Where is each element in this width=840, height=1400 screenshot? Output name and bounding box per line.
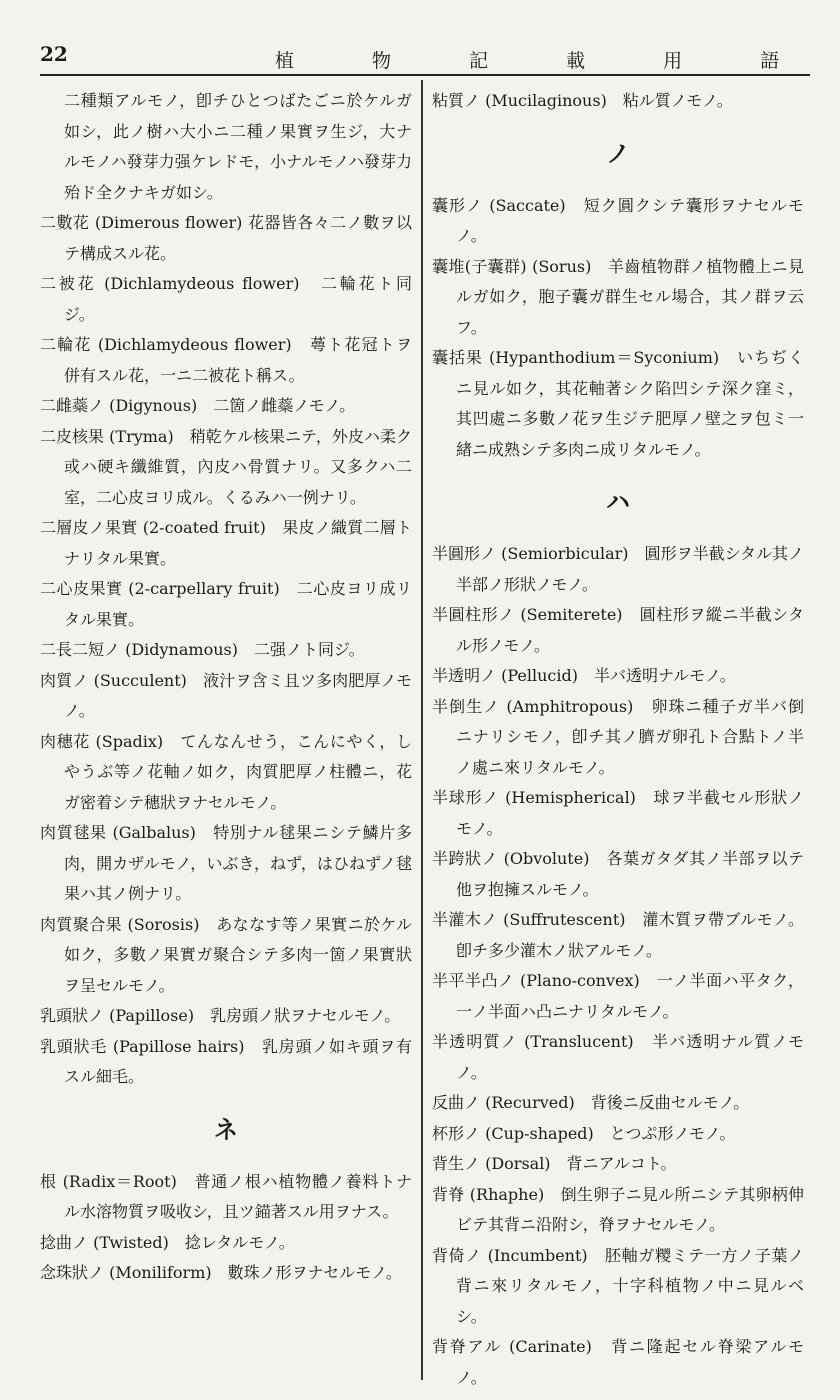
glossary-entry: 二層皮ノ果實 (2-coated fruit) 果皮ノ織質二層トナリタル果實。 [40, 518, 412, 568]
page-number: 22 [40, 42, 68, 66]
glossary-entry: 半透明ノ (Pellucid) 半バ透明ナルモノ。 [432, 666, 736, 685]
glossary-entry: 乳頭狀ノ (Papillose) 乳房頭ノ狀ヲナセルモノ。 [40, 1006, 401, 1025]
glossary-entry: 半圓形ノ (Semiorbicular) 圓形ヲ半截シタル其ノ半部ノ形狀ノモノ。 [432, 544, 804, 594]
column-divider [421, 80, 423, 1380]
left-column [40, 86, 412, 1289]
glossary-entry: 乳頭狀毛 (Papillose hairs) 乳房頭ノ如キ頭ヲ有スル細毛。 [40, 1036, 412, 1086]
page-header [0, 0, 840, 80]
glossary-entry: 反曲ノ (Recurved) 背後ニ反曲セルモノ。 [432, 1093, 750, 1112]
glossary-entry: 捻曲ノ (Twisted) 捻レタルモノ。 [40, 1232, 295, 1252]
glossary-entry: 肉穗花 (Spadix) てんなんせう，こんにやく，しやうぶ等ノ花軸ノ如ク，肉質肥厚ノ柱體ニ，花ガ密着シテ穗狀ヲナセルモノ。 [40, 731, 412, 812]
running-title: 植 物 記 載 用 語 [275, 50, 816, 72]
glossary-entry: 背倚ノ (Incumbent) 胚軸ガ糭ミテ一方ノ子葉ノ背ニ來リタルモノ，十字科植物ノ中ニ見ルベシ。 [432, 1245, 804, 1326]
section-heading-ne: ネ [214, 1115, 238, 1144]
glossary-entry: 肉質ノ (Succulent) 液汁ヲ含ミ且ツ多肉肥厚ノモノ。 [40, 670, 412, 720]
glossary-entry: 粘質ノ (Mucilaginous) 粘ル質ノモノ。 [432, 91, 733, 110]
glossary-entry: 背脊アル (Carinate) 背ニ隆起セル脊梁アルモノ。 [432, 1337, 804, 1387]
right-column [432, 86, 804, 1393]
glossary-entry: 二心皮果實 (2-carpellary fruit) 二心皮ヨリ成リタル果實。 [40, 579, 412, 629]
glossary-entry: 二被花 (Dichlamydeous flower) 二輪花ト同ジ。 [40, 274, 412, 324]
glossary-entry: 二數花 (Dimerous flower) 花器皆各々二ノ數ヲ以テ構成スル花。 [40, 213, 412, 263]
glossary-entry: 半灌木ノ (Suffrutescent) 灌木質ヲ帶ブルモノ。卽チ多少灌木ノ狀アルモノ。 [432, 910, 804, 960]
glossary-entry: 肉質聚合果 (Sorosis) あななす等ノ果實ニ於ケル如ク，多數ノ果實ガ聚合シテ多肉一箇ノ果實狀ヲ呈セルモノ。 [40, 914, 412, 995]
glossary-entry: 肉質毬果 (Galbalus) 特別ナル毬果ニシテ鱗片多肉，開カザルモノ，いぶき，ねず，はひねずノ毬果ハ其ノ例ナリ。 [40, 823, 412, 903]
glossary-entry: 囊堆(子囊群) (Sorus) 羊齒植物群ノ植物體上ニ見ルガ如ク，胞子囊ガ群生セル場合，其ノ群ヲ云フ。 [432, 256, 804, 337]
glossary-entry: 背生ノ (Dorsal) 背ニアルコト。 [432, 1154, 677, 1173]
glossary-entry: 囊括果 (Hypanthodium＝Syconium) いちぢくニ見ル如ク，其花軸著シク陷凹シテ深ク窪ミ，其凹處ニ多數ノ花ヲ生ジテ肥厚ノ壁之ヲ包ミ一緖ニ成熟シテ多肉ニ成リタルモノ。 [432, 348, 804, 459]
section-heading-no: ノ [606, 139, 630, 168]
header-rule [40, 74, 810, 76]
glossary-entry: 杯形ノ (Cup-shaped) とつぷ形ノモノ。 [432, 1123, 736, 1143]
glossary-entry: 半倒生ノ (Amphitropous) 卵珠ニ種子ガ半バ倒ニナリシモノ，卽チ其ノ臍ガ卵孔ト合點トノ半ノ處ニ來リタルモノ。 [432, 696, 804, 777]
glossary-entry: 二輪花 (Dichlamydeous flower) 蕚ト花冠トヲ併有スル花，一ニ二被花ト稱ス。 [40, 335, 412, 385]
glossary-entry: 半跨狀ノ (Obvolute) 各葉ガタダ其ノ半部ヲ以テ他ヲ抱擁スルモノ。 [432, 849, 804, 899]
glossary-entry: 二雌蘂ノ (Digynous) 二箇ノ雌蘂ノモノ。 [40, 396, 356, 415]
glossary-entry: 二長二短ノ (Didynamous) 二强ノト同ジ。 [40, 640, 365, 659]
glossary-entry: 念珠狀ノ (Moniliform) 數珠ノ形ヲナセルモノ。 [40, 1263, 402, 1282]
glossary-entry: 半圓柱形ノ (Semiterete) 圓柱形ヲ縱ニ半截シタル形ノモノ。 [432, 605, 804, 655]
glossary-entry: 二皮核果 (Tryma) 稍乾ケル核果ニテ，外皮ハ柔ク或ハ硬キ纖維質，內皮ハ骨質ナリ。又多クハ二室，二心皮ヨリ成ル。くるみハ一例ナリ。 [40, 426, 412, 507]
glossary-entry: 囊形ノ (Saccate) 短ク圓クシテ囊形ヲナセルモノ。 [432, 195, 804, 245]
glossary-entry: 半透明質ノ (Translucent) 半バ透明ナル質ノモノ。 [432, 1032, 804, 1082]
section-heading-ha: ハ [606, 488, 630, 516]
glossary-entry: 半球形ノ (Hemispherical) 球ヲ半截セル形狀ノモノ。 [432, 788, 804, 838]
continued-entry: 二種類アルモノ，卽チひとつばたごニ於ケルガ如シ，此ノ樹ハ大小ニ二種ノ果實ヲ生ジ，大ナルモノハ發芽力强ケレドモ，小ナルモノハ發芽力殆ド全クナキガ如シ。 [64, 91, 412, 202]
glossary-entry: 根 (Radix＝Root) 普通ノ根ハ植物體ノ養料トナル水溶物質ヲ吸收シ，且ツ錨著スル用ヲナス。 [40, 1171, 412, 1221]
glossary-entry: 背脊 (Rhaphe) 倒生卵子ニ見ル所ニシテ其卵柄伸ビテ其背ニ沿附シ，脊ヲナセルモノ。 [432, 1184, 804, 1234]
glossary-entry: 半平半凸ノ (Plano-convex) 一ノ半面ハ平タク，一ノ半面ハ凸ニナリタルモノ。 [432, 971, 804, 1021]
